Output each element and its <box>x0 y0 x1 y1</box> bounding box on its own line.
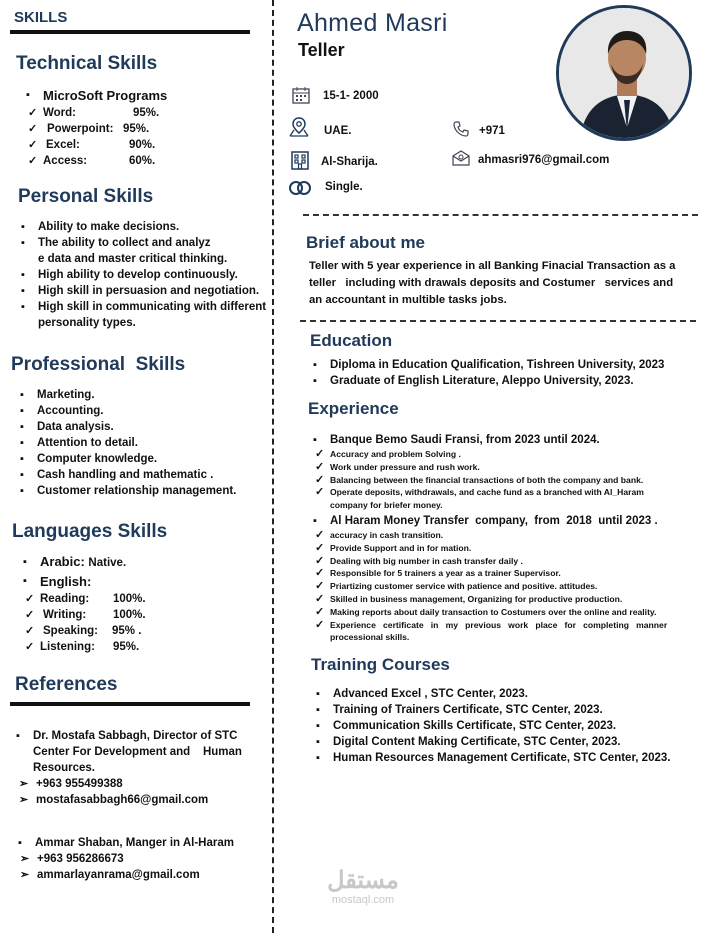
list-item: Listening: 95%. <box>40 641 140 653</box>
professional-skills-list <box>37 387 272 499</box>
list-item: ▪ Cash handling and mathematic . <box>37 467 272 483</box>
location-pin-icon <box>287 116 309 136</box>
list-item: company for briefer money. <box>330 500 443 511</box>
column-divider <box>272 0 274 933</box>
job-1 <box>330 432 600 448</box>
brief-title: Brief about me <box>306 233 426 252</box>
list-item: ✓ Responsible for 5 trainers a year as a trainer Supervisor. <box>330 567 695 580</box>
reference-email: ➢ ammarlayanrama@gmail.com <box>37 867 200 883</box>
list-item: ▪ High skill in communicating with different <box>38 299 273 315</box>
list-item: ▪ Ability to make decisions. <box>38 219 273 235</box>
list-item <box>43 153 159 169</box>
list-item: ▪ Diploma in Education Qualification, Tishreen University, 2023 <box>330 357 700 373</box>
reference-name: ▪ Dr. Mostafa Sabbagh, Director of STC <box>33 728 253 744</box>
watermark-logo <box>318 868 408 906</box>
job-title-line: ▪ Al Haram Money Transfer company, from 2018 until 2023 . <box>330 513 658 529</box>
list-item: ▪ MicroSoft Programs <box>43 87 167 104</box>
list-item: ▪ Attention to detail. <box>37 435 272 451</box>
job-1-duties <box>330 448 695 512</box>
rings-icon <box>287 178 309 198</box>
list-item: ✓ Accuracy and problem Solving . <box>330 448 695 461</box>
references-rule <box>10 702 250 706</box>
skill-name: Excel: <box>46 139 80 151</box>
reference-phone: ➢ +963 955499388 <box>36 776 208 792</box>
reference-1-contacts <box>36 776 208 808</box>
technical-skills-title: Technical Skills <box>16 53 158 74</box>
candidate-name: Ahmed Masri <box>297 9 448 37</box>
list-item <box>43 121 159 137</box>
reference-name: ▪ Ammar Shaban, Manger in Al-Haram <box>35 835 234 851</box>
list-item: Speaking: 95% . <box>43 625 142 637</box>
email-icon <box>451 149 473 169</box>
list-item: ▪ Human Resources Management Certificate, STC Center, 2023. <box>333 750 703 766</box>
profile-photo <box>556 5 692 141</box>
list-item: ✓ Skilled in business management, Organizing for productive production. <box>330 593 695 606</box>
building-icon <box>289 149 311 169</box>
list-item: personality types. <box>38 317 136 329</box>
reference-2 <box>35 835 234 851</box>
list-item: ✓ accuracy in cash transition. <box>330 529 695 542</box>
list-item: processional skills. <box>330 632 410 643</box>
list-item: ✓ Priartizing customer service with patience and positive. attitudes. <box>330 580 695 593</box>
reference-1 <box>33 728 253 776</box>
list-item: ✓ Work under pressure and rush work. <box>330 461 695 474</box>
personal-skills-title: Personal Skills <box>18 186 154 207</box>
list-item <box>43 105 159 121</box>
technical-skills-list <box>43 87 167 104</box>
personal-skills-list <box>38 219 273 331</box>
divider <box>300 320 696 322</box>
country: UAE. <box>324 125 352 137</box>
list-item: ✓ Provide Support and in for mation. <box>330 542 695 555</box>
skill-name: Word: <box>43 107 77 119</box>
list-item: ▪ Digital Content Making Certificate, STC Center, 2023. <box>333 734 703 750</box>
list-item: ✓ Balancing between the financial transactions of both the company and bank. <box>330 474 695 487</box>
city: Al-Sharija. <box>321 156 378 168</box>
job-2-duties <box>330 529 695 644</box>
skill-name: Powerpoint: <box>47 123 114 135</box>
watermark-arabic: مستقل <box>327 867 399 894</box>
watermark-latin: mostaql.com <box>331 894 395 906</box>
skill-value: 90%. <box>129 139 156 151</box>
list-item: ▪ Accounting. <box>37 403 272 419</box>
professional-skills-title: Professional Skills <box>11 354 186 375</box>
list-item: ▪ Training of Trainers Certificate, STC Center, 2023. <box>333 702 703 718</box>
list-item: Reading: 100%. <box>40 593 146 605</box>
list-item: ✓ Dealing with big number in cash transfer daily . <box>330 555 695 568</box>
list-item: ▪ The ability to collect and analyz <box>38 235 273 251</box>
brief-text: Teller with 5 year experience in all Banking Finacial Transaction as a teller including with drawals deposits and Costumer services and an accountant in multible tasks jobs. <box>309 260 676 306</box>
divider <box>303 214 698 216</box>
list-item: e data and master critical thinking. <box>38 253 228 265</box>
list-item: Writing: 100%. <box>43 609 146 621</box>
reference-detail: Resources. <box>33 762 96 774</box>
references-title: References <box>15 674 118 695</box>
languages-skills-title: Languages Skills <box>12 521 168 542</box>
list-item <box>43 137 159 153</box>
list-item <box>40 553 146 572</box>
list-item: ▪ Graduate of English Literature, Aleppo University, 2023. <box>330 373 700 389</box>
list-item <box>40 572 146 591</box>
person-avatar-icon <box>559 8 692 141</box>
language-level: Native. <box>88 557 127 569</box>
language-name: Arabic: <box>40 554 85 569</box>
list-item: ▪ Advanced Excel , STC Center, 2023. <box>333 686 703 702</box>
experience-title: Experience <box>308 399 399 418</box>
skills-heading: SKILLS <box>14 9 68 26</box>
training-title: Training Courses <box>311 655 450 674</box>
job-title-line: ▪ Banque Bemo Saudi Fransi, from 2023 until 2024. <box>330 432 600 448</box>
skill-value: 95%. <box>123 123 150 135</box>
phone: +971 <box>479 125 505 137</box>
list-item: ▪ Computer knowledge. <box>37 451 272 467</box>
calendar-icon <box>291 85 313 105</box>
list-item: ▪ Communication Skills Certificate, STC Center, 2023. <box>333 718 703 734</box>
list-item: ▪ High ability to develop continuously. <box>38 267 273 283</box>
education-list <box>330 357 700 389</box>
list-item: ✓ Making reports about daily transaction to Costumers over the online and reality. <box>330 606 695 619</box>
reference-detail: Center For Development and Human <box>33 746 242 758</box>
list-item: ▪ High skill in persuasion and negotiation. <box>38 283 273 299</box>
list-item: ✓ Operate deposits, withdrawals, and cache fund as a branched with Al_Haram <box>330 486 695 499</box>
skill-value: 60%. <box>129 155 156 167</box>
phone-icon <box>452 120 474 140</box>
technical-skill-rows <box>43 105 159 169</box>
marital-status: Single. <box>325 181 363 193</box>
birth-date: 15-1- 2000 <box>323 90 379 102</box>
list-item: ▪ Marketing. <box>37 387 272 403</box>
job-2 <box>330 513 658 529</box>
list-item: ✓ Experience certificate in my previous work place for completing manner <box>330 619 695 632</box>
skills-rule <box>10 30 250 34</box>
skill-name: Access: <box>43 155 88 167</box>
reference-phone: ➢ +963 956286673 <box>37 851 200 867</box>
reference-email: ➢ mostafasabbagh66@gmail.com <box>36 792 208 808</box>
list-item: ▪ Customer relationship management. <box>37 483 272 499</box>
language-name: English: <box>40 574 92 589</box>
languages-list <box>40 553 146 655</box>
reference-2-contacts <box>37 851 200 883</box>
email: ahmasri976@gmail.com <box>478 154 610 166</box>
skill-value: 95%. <box>133 107 160 119</box>
job-title: Teller <box>298 40 345 60</box>
education-title: Education <box>310 331 393 350</box>
list-item: ▪ Data analysis. <box>37 419 272 435</box>
training-list <box>333 686 703 766</box>
